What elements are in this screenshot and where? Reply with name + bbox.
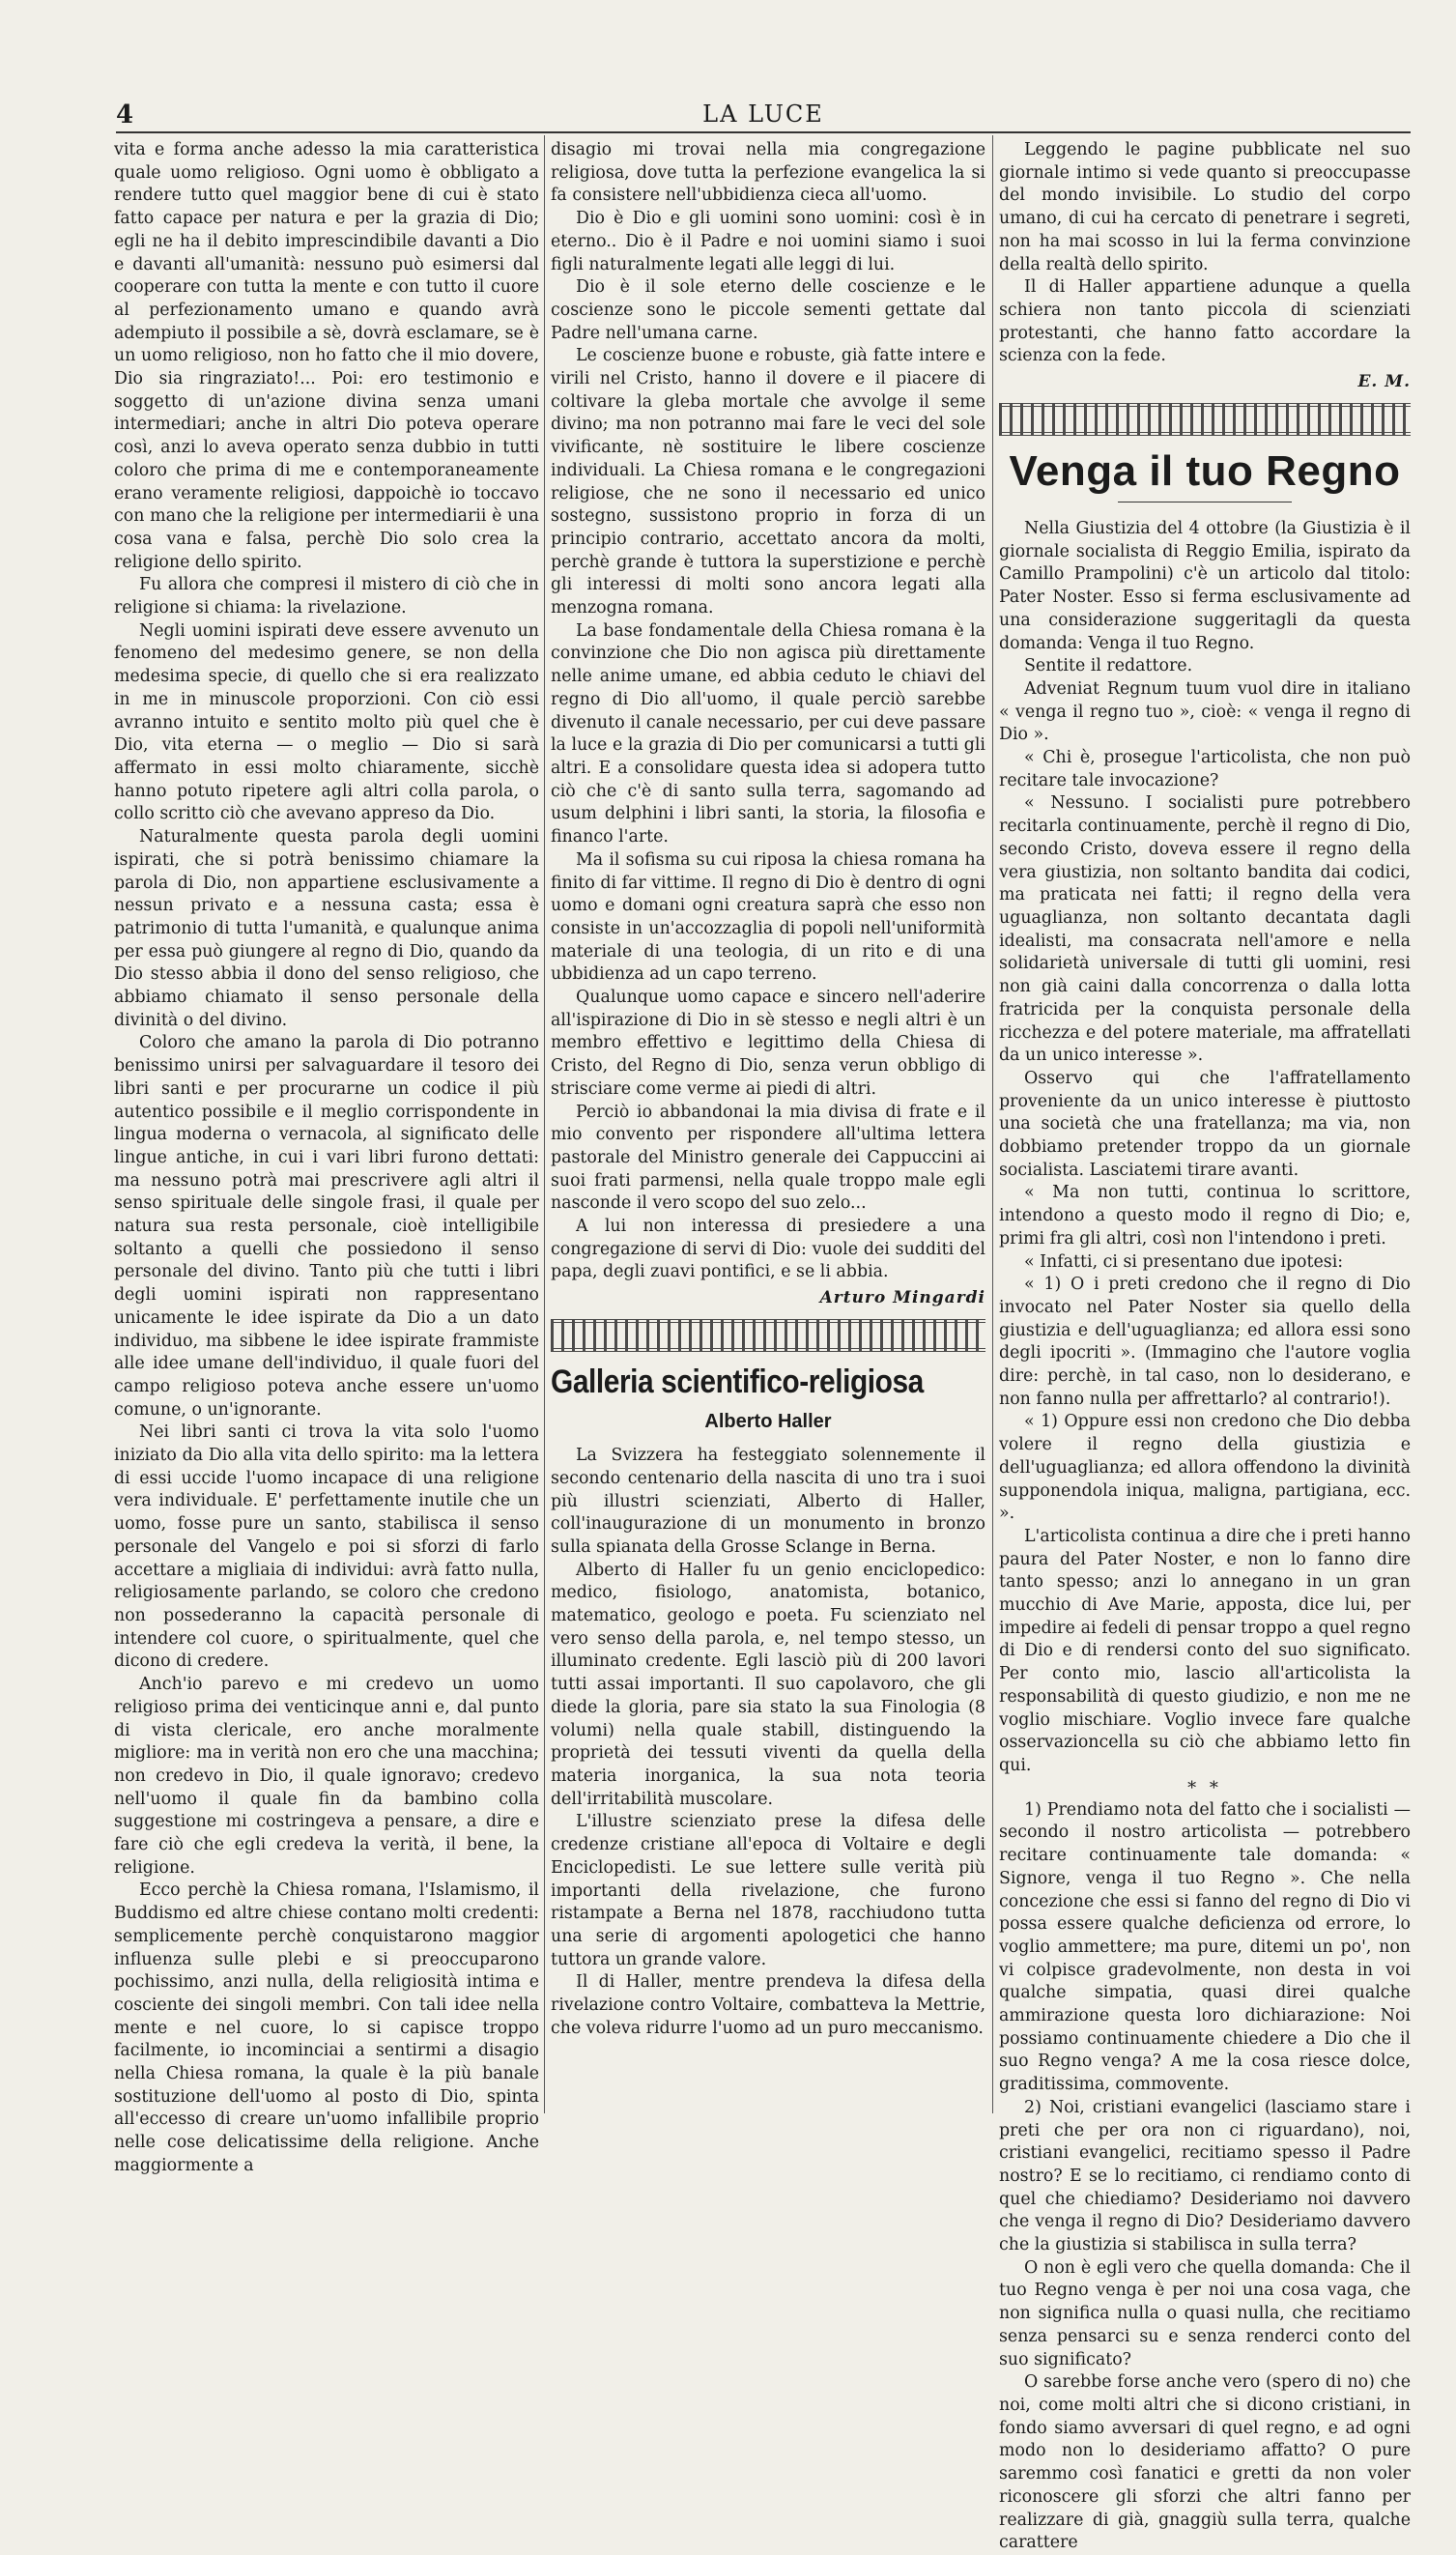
- article-paragraph: Qualunque uomo capace e sincero nell'aderire all'ispirazione di Dio in sè stesso e negli altri è un membro effettivo e legittimo della Chiesa di Cristo, del Regno di Dio, senza verun obbligo di strisciare come verme ai piedi di altri.: [551, 988, 985, 1099]
- article-paragraph: Il di Haller, mentre prendeva la difesa della rivelazione contro Voltaire, combatteva la Mettrie, che voleva ridurre l'uomo ad un puro meccanismo.: [551, 1972, 985, 2038]
- author-signature: Arturo Mingardi: [819, 1288, 985, 1308]
- article-paragraph: Osservo qui che l'affratellamento proveniente da un unico interesse è piuttosto una società che una fratellanza; ma via, non dobbiamo pretender troppo da un giornale socialista. Lasciatemi tirare avanti.: [999, 1068, 1411, 1180]
- article-paragraph: « Nessuno. I socialisti pure potrebbero recitarla continuamente, perchè il regno di Dio, secondo Cristo, doveva essere il regno della vera giustizia, non soltanto bandita dai codici, ma praticata nei fatti; il regno della vera uguaglianza, non soltanto decantata dagli idealisti, ma consacrata nell'amore e nella solidarietà universale di tutti gli uomini, resi non già caini dalla concorrenza o dalla lotta fratricida per la conquista personale della ricchezza e del potere materiale, ma affratellati da un unico interesse ».: [999, 793, 1411, 1066]
- article-paragraph: Leggendo le pagine pubblicate nel suo giornale intimo si vede quanto si preoccupasse del mondo invisibile. Lo studio del corpo umano, di cui ha cercato di penetrare i segreti, non ha mai scosso in lui la ferma convinzione della realtà dello spirito.: [999, 140, 1411, 274]
- article-paragraph: « Infatti, ci si presentano due ipotesi:: [1024, 1251, 1344, 1272]
- column-3: [999, 139, 1411, 2553]
- article-paragraph: « Chi è, prosegue l'articolista, che non può recitare tale invocazione?: [999, 748, 1411, 790]
- article-paragraph: Nei libri santi ci trova la vita solo l'uomo iniziato da Dio alla vita dello spirito: ma la lettera di essi uccide l'uomo incapace di una religione vera individuale. E' perfettamente inutile che un uomo, fosse pure un santo, stabilisca il senso personale del Vangelo e poi si sforzi di farlo accettare a migliaia di individui: avrà fatto nulla, religiosamente parlando, se coloro che credono non possederanno la capacità personale di intendere col cuore, o spiritualmente, quel che dicono di credere.: [114, 1422, 539, 1672]
- page-number: 4: [116, 100, 134, 129]
- article-paragraph: Dio è Dio e gli uomini sono uomini: così è in eterno.. Dio è il Padre e noi uomini siamo i suoi figli naturalmente legati alle leggi di lui.: [551, 209, 985, 274]
- article-paragraph: « 1) Oppure essi non credono che Dio debba volere il regno della giustizia e dell'uguaglianza; ed allora offendono la divinità supponendola iniqua, maligna, partigiana, ecc. ».: [999, 1412, 1411, 1524]
- article-paragraph: Alberto di Haller fu un genio enciclopedico: medico, fisiologo, anatomista, botanico, matematico, geologo e poeta. Fu scienziato nel vero senso della parola, e, nel tempo stesso, un illuminato credente. Egli lasciò più di 200 lavori tutti assai importanti. Il suo capolavoro, che gli diede la gloria, pare sia stato la sua Finologia (8 volumi) nella quale stabill, distinguendo la proprietà dei tessuti viventi da quella della materia inorganica, la sua nota teoria dell'irritabilità muscolare.: [551, 1560, 985, 1809]
- article-paragraph: O sarebbe forse anche vero (spero di no) che noi, come molti altri che si dicono cristiani, in fondo siamo avversari di quel regno, e ad ogni modo non lo desideriamo affatto? O pure saremmo così fanatici e gretti da non voler riconoscere gli sforzi che altri fanno per realizzare di già, gnaggiù sulla terra, qualche carattere: [999, 2372, 1411, 2553]
- article-paragraph: « 1) O i preti credono che il regno di Dio invocato nel Pater Noster sia quello della giustizia e dell'uguaglianza; ed allora essi sono degli ipocriti ». (Immagino che l'autore voglia dire: perchè, in tal caso, non lo desiderano, e non fanno nulla per affrettarlo? al contrario!).: [999, 1275, 1411, 1409]
- article-paragraph: Ecco perchè la Chiesa romana, l'Islamismo, il Buddismo ed altre chiese contano molti credenti: semplicemente perchè conquistarono maggior influenza sulle plebi e si preoccuparono pochissimo, anzi nulla, della religiosità intima e cosciente dei singoli membri. Con tali idee nella mente e nel cuore, lo si capisce troppo facilmente, io incominciai a sentirmi a disagio nella Chiesa romana, la quale è la più banale sostituzione dell'uomo al posto di Dio, spinta all'eccesso di creare un'uomo infallibile proprio nelle cose delicatissime della religione. Anche maggiormente a: [114, 1880, 539, 2175]
- article-paragraph: Adveniat Regnum tuum vuol dire in italiano « venga il regno tuo », cioè: « venga il regno di Dio ».: [999, 678, 1411, 745]
- article-paragraph: Nella Giustizia del 4 ottobre (la Giustizia è il giornale socialista di Reggio Emilia, ispirato da Camillo Prampolini) c'è un articolo dal titolo: Pater Noster. Esso si ferma esclusivamente ad una considerazione suggeritagli da questa domanda: Venga il tuo Regno.: [999, 519, 1411, 653]
- article-paragraph: Il di Haller appartiene adunque a quella schiera non tanto piccola di scienziati protestanti, che hanno fatto accordare la scienza con la fede.: [999, 277, 1411, 366]
- article-paragraph: Sentite il redattore.: [1024, 656, 1193, 676]
- article-paragraph: Coloro che amano la parola di Dio potranno benissimo unirsi per salvaguardare il tesoro dei libri santi e per procurarne un codice il più autentico possibile e il meglio corrispondente in lingua moderna o vernacola, al significato delle lingue antiche, in cui i vari libri furono dettati: ma nessuno potrà mai prescrivere agli altri il senso spirituale delle singole frasi, il quale per natura sua resta personale, cioè intelligibile soltanto a quelli che possiedono il senso personale del divino. Tanto più che tutti i libri degli uomini ispirati non rappresentano unicamente le idee ispirate da Dio a un dato individuo, ma sibbene le idee ispirate frammiste alle idee umane dell'individuo, il quale fuori del campo religioso poteva anche essere un'uomo comune, o un'ignorante.: [114, 1033, 539, 1420]
- article-paragraph: L'illustre scienziato prese la difesa delle credenze cristiane all'epoca di Voltaire e degli Enciclopedisti. Le sue lettere sulle verità più importanti della rivelazione, che furono ristampate a Berna nel 1878, racchiudono tutta una serie di argomenti apologetici che hanno tuttora un grande valore.: [551, 1812, 985, 1969]
- column-rule-1: [544, 135, 545, 2113]
- asterism-separator: * *: [1187, 1777, 1222, 1798]
- article-title: Venga il tuo Regno: [1009, 447, 1401, 496]
- section-subtitle: Alberto Haller: [704, 1411, 832, 1433]
- header-rule: [116, 131, 1411, 133]
- section-title: Galleria scientifico-religiosa: [551, 1364, 924, 1401]
- ornamental-divider: [551, 1319, 985, 1352]
- article-paragraph: Dio è il sole eterno delle coscienze e le coscienze sono le piccole sementi gettate dal Padre nell'umana carne.: [551, 277, 985, 343]
- article-paragraph: La Svizzera ha festeggiato solennemente il secondo centenario della nascita di uno tra i suoi più illustri scienziati, Alberto di Haller, coll'inaugurazione di un monumento in bronzo sulla spianata della Grosse Sclange in Berna.: [551, 1446, 985, 1557]
- article-paragraph: A lui non interessa di presiedere a una congregazione di servi di Dio: vuole dei sudditi del papa, degli zuavi pontifici, e se li abbia.: [551, 1217, 985, 1282]
- article-paragraph: « Ma non tutti, continua lo scrittore, intendono a questo modo il regno di Dio; e, primi fra gli altri, così non l'intendono i preti.: [999, 1183, 1411, 1249]
- column-2: [551, 139, 985, 2113]
- article-paragraph: Perciò io abbandonai la mia divisa di frate e il mio convento per rispondere all'ultima lettera pastorale del Ministro generale dei Cappuccini ai suoi frati parmensi, nella quale troppo male egli nasconde il vero scopo del suo zelo...: [551, 1102, 985, 1214]
- author-signature: E. M.: [1357, 372, 1411, 392]
- article-paragraph: Naturalmente questa parola degli uomini ispirati, che si potrà benissimo chiamare la parola di Dio, non appartiene esclusivamente a nessun privato e a nessuna casta; essa è patrimonio di tutta l'umanità, e qualunque anima per essa può giungere al regno di Dio, quando da Dio stesso abbia il dono del senso religioso, che abbiamo chiamato il senso personale della divinità o del divino.: [114, 827, 539, 1030]
- ornamental-divider: [999, 403, 1411, 436]
- article-paragraph: vita e forma anche adesso la mia caratteristica quale uomo religioso. Ogni uomo è obbligato a rendere tutto quel maggior bene di cui è stato fatto capace per natura e per la grazia di Dio; egli ne ha il debito imprescindibile davanti a Dio e davanti all'umanità: nessuno può esimersi dal cooperare con tutta la mente e con tutto il cuore al perfezionamento umano e quando avrà adempiuto il possibile a sè, dovrà esclamare, se è un uomo religioso, non ho fatto che il mio dovere, Dio sia ringraziato!... Poi: ero testimonio e soggetto di un'azione divina senza umani intermediari; anche in altri Dio poteva operare così, anzi lo aveva operato senza dubbio in tutti coloro che prima di me e contemporaneamente erano veramente religiosi, dappoichè io toccavo con mano che la religione per intermediarii è una cosa vana e falsa, perchè Dio solo crea la religione dello spirito.: [114, 140, 539, 572]
- column-rule-2: [992, 135, 993, 2113]
- article-paragraph: Anch'io parevo e mi credevo un uomo religioso prima dei venticinque anni e, dal punto di vista clericale, ero anche moralmente migliore: ma in verità non ero che una macchina; non credevo in Dio, il quale ignoravo; credevo nell'uomo il quale fin da bambino colla suggestione mi costringeva a pensare, a dire e fare ciò che egli credeva la verità, il bene, la religione.: [114, 1675, 539, 1878]
- article-paragraph: Ma il sofisma su cui riposa la chiesa romana ha finito di far vittime. Il regno di Dio è dentro di ogni uomo e domani ogni creatura saprà che esso non consiste in un'accozzaglia di popoli nell'uniformità materiale di una teologia, di un rito e di una ubbidienza ad un capo terreno.: [551, 849, 985, 985]
- article-paragraph: Fu allora che compresi il mistero di ciò che in religione si chiama: la rivelazione.: [114, 575, 539, 618]
- column-1: [114, 139, 539, 2175]
- article-paragraph: Le coscienze buone e robuste, già fatte intere e virili nel Cristo, hanno il dovere e il piacere di coltivare la gleba mortale che avvolge il seme divino; ma non potranno mai fare le veci del sole vivificante, nè sostituire le libere coscienze individuali. La Chiesa romana e le congregazioni religiose, che ne sono il necessario ed unico sostegno, sussistono proprio in forza di un principio contrario, accettato ancora da molti, perchè grande è tuttora la superstizione e perchè gli interessi di molti sono ancora legati alla menzogna romana.: [551, 346, 985, 618]
- masthead: LA LUCE: [702, 100, 824, 128]
- page-header: [116, 100, 1411, 133]
- article-paragraph: 1) Prendiamo nota del fatto che i socialisti — secondo il nostro articolista — potrebbero recitare continuamente tale domanda: « Signore, venga il tuo Regno ». Che nella concezione che essi si fanno del regno di Dio vi possa essere qualche deficienza od errore, lo voglio ammettere; ma pure, ditemi un po', non vi colpisce gradevolmente, non desta in voi qualche simpatia, quasi direi qualche ammirazione questa loro dichiarazione: Noi possiamo continuamente chiedere a Dio che il suo Regno venga? A me la cosa riesce dolce, graditissima, commovente.: [999, 1799, 1411, 2095]
- article-paragraph: Negli uomini ispirati deve essere avvenuto un fenomeno del medesimo genere, se non della medesima specie, di quello che si era realizzato in me in minuscole proporzioni. Con ciò essi avranno intuito e sentito molto più quel che è Dio, vita eterna — o meglio — Dio si sarà affermato in essi molto chiaramente, sicchè hanno potuto ripetere agli altri colla parola, o collo scritto ciò che avevano appreso da Dio.: [114, 620, 539, 824]
- article-paragraph: O non è egli vero che quella domanda: Che il tuo Regno venga è per noi una cosa vaga, che non significa nulla o quasi nulla, che recitiamo senza pensarci su e senza renderci conto del suo significato?: [999, 2257, 1411, 2369]
- article-paragraph: disagio mi trovai nella mia congregazione religiosa, dove tutta la perfezione evangelica la si fa consistere nell'ubbidienza cieca all'uomo.: [551, 140, 985, 206]
- article-paragraph: La base fondamentale della Chiesa romana è la convinzione che Dio non agisca più direttamente nelle anime umane, ed abbia ceduto le chiavi del regno di Dio all'uomo, il quale perciò sarebbe divenuto il canale necessario, per cui deve passare la luce e la grazia di Dio per comunicarsi a tutti gli altri. E a consolidare questa idea si adopera tutto ciò che c'è di santo sulla terra, sagomando ad usum delphini i libri santi, la storia, la filosofia e financo l'arte.: [551, 620, 985, 847]
- article-paragraph: L'articolista continua a dire che i preti hanno paura del Pater Noster, e non lo fanno dire tanto spesso; anzi lo annegano in un gran mucchio di Ave Marie, apposta, dice lui, per impedire ai fedeli di pensar troppo a quel regno di Dio e di rendersi conto del suo significato. Per conto mio, lascio all'articolista la responsabilità di questo giudizio, e non me ne voglio mischiare. Voglio invece fare qualche osservazioncella su ciò che abbiamo letto fin qui.: [999, 1526, 1411, 1775]
- article-paragraph: 2) Noi, cristiani evangelici (lasciamo stare i preti che per ora non ci riguardano), noi, cristiani evangelici, recitiamo spesso il Padre nostro? E se lo recitiamo, ci rendiamo conto di quel che chiediamo? Desideriamo noi davvero che venga il regno di Dio? Desideriamo davvero che la giustizia si stabilisca in sulla terra?: [999, 2097, 1411, 2255]
